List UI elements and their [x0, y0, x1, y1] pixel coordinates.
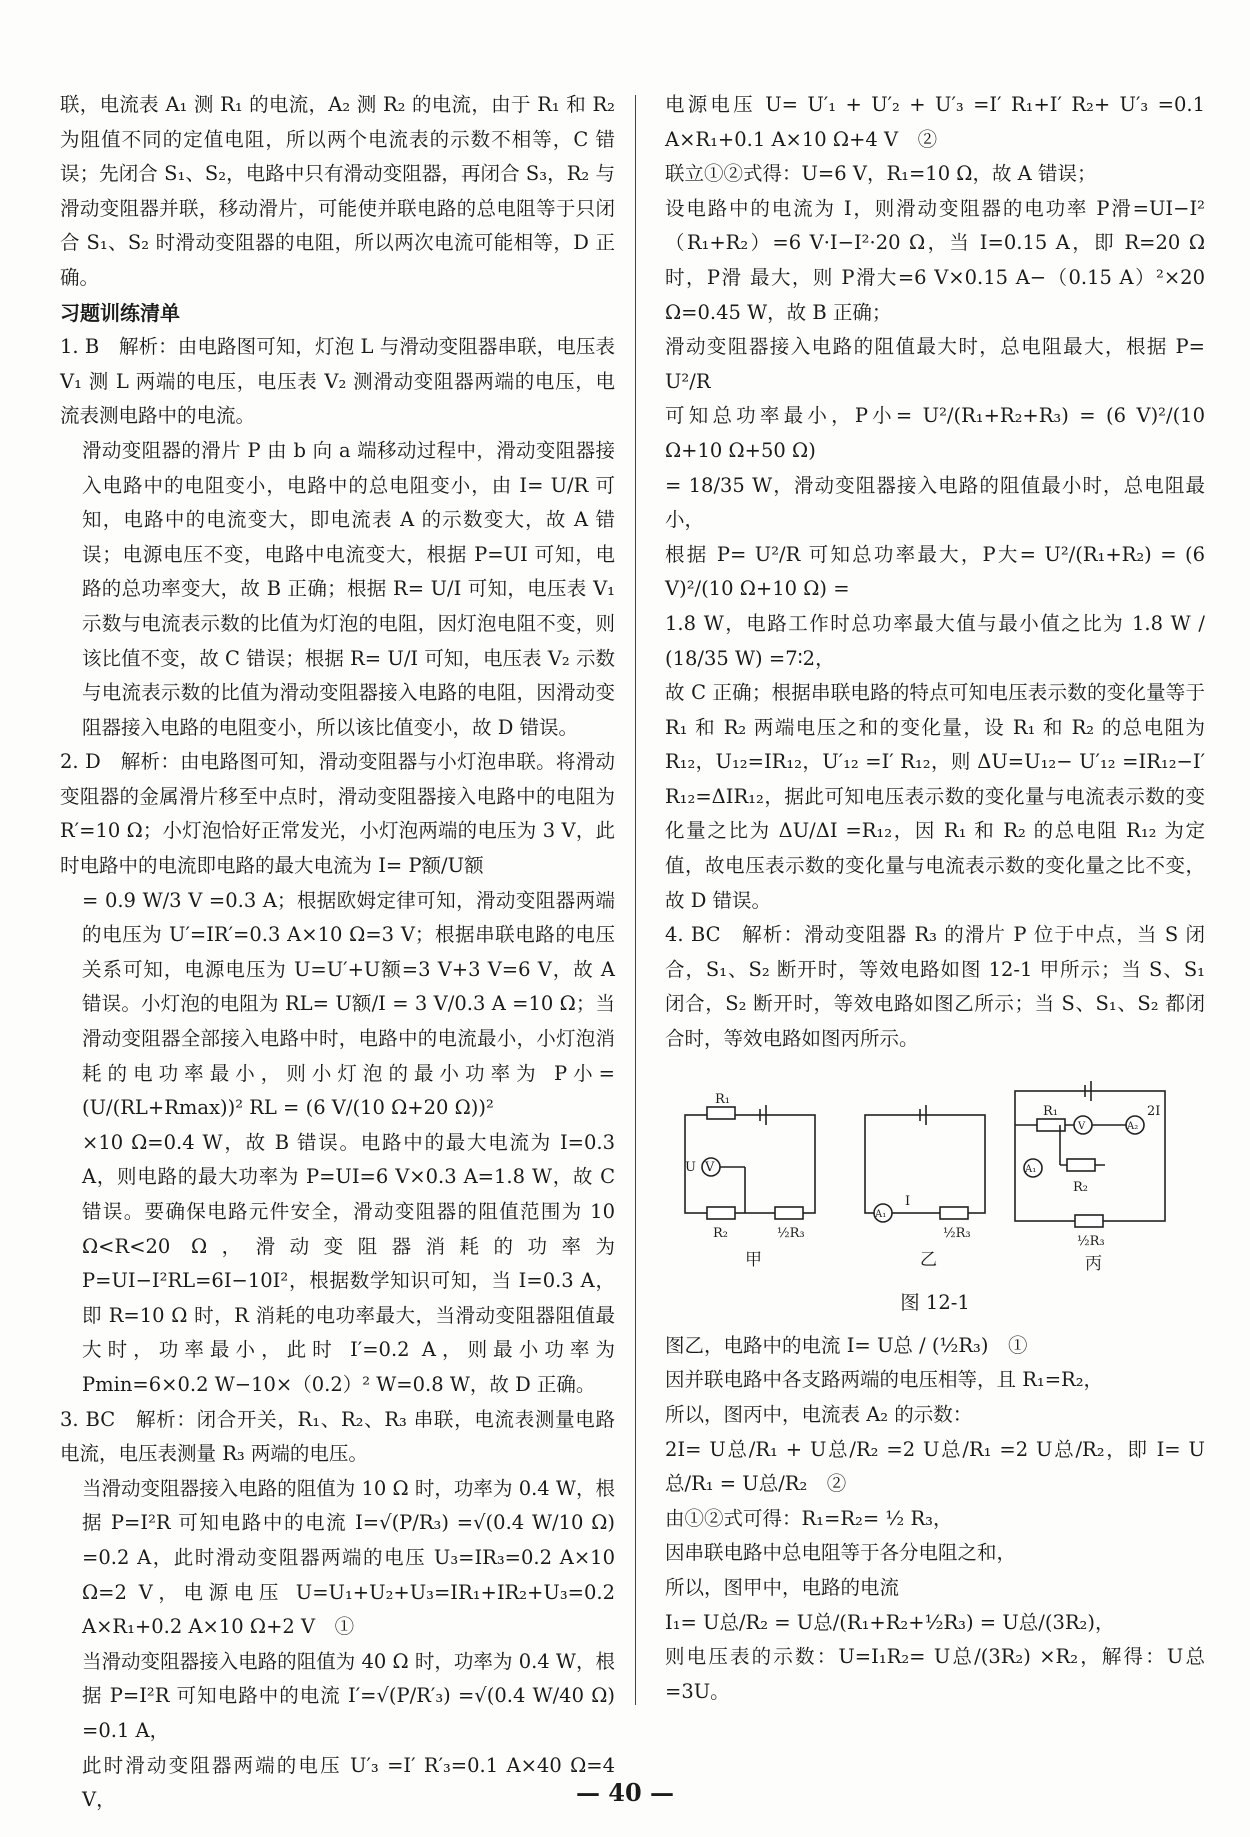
fig-r2-label: R₂ — [713, 1225, 728, 1241]
resistor-r3-jia — [775, 1207, 803, 1219]
fig-i-label: I — [905, 1193, 911, 1209]
circuit-yi-frame — [865, 1115, 985, 1213]
answer-4-cont: 因串联电路中总电阻等于各分电阻之和， — [665, 1541, 1017, 1565]
fig-v-bing-label: V — [1078, 1120, 1086, 1132]
fig-r1-bing-label: R₁ — [1043, 1103, 1058, 1119]
answer-3-cont: 电源电压 U= U′₁ + U′₂ + U′₃ =I′ R₁+I′ R₂+ U′₃ =0.1 A×R₁+0.1 A×10 Ω+4 V ② — [665, 93, 1205, 151]
answer-4-cont: 因并联电路中各支路两端的电压相等，且 R₁=R₂， — [665, 1368, 1104, 1392]
fig-r3-bing-label: ½R₃ — [1077, 1233, 1105, 1249]
resistor-r2-jia — [707, 1207, 735, 1219]
answer-3-cont: 联立①②式得：U=6 V，R₁=10 Ω，故 A 错误； — [665, 162, 1097, 186]
answer-3-cont: 滑动变阻器接入电路的阻值最大时，总电阻最大，根据 P= U²/R — [665, 335, 1205, 393]
left-column — [60, 88, 615, 1818]
answer-3-cont: = 18/35 W，滑动变阻器接入电路的阻值最小时，总电阻最小， — [665, 473, 1205, 532]
answer-3-body-3: 此时滑动变阻器两端的电压 U′₃ =I′ R′₃=0.1 A×40 Ω=4 V， — [82, 1753, 615, 1812]
paragraph: 联，电流表 A₁ 测 R₁ 的电流，A₂ 测 R₂ 的电流，由于 R₁ 和 R₂ 为阻值不同的定值电阻，所以两个电流表的示数不相等，C 错误；先闭合 S₁、S₂，电路中只有滑动变阻器，再闭合 S₃，R₂ 与滑动变阻器并联，移动滑片，可能使并联电路的总电阻等于只闭合 S₁、S₂ 时滑动变阻器的电阻，所以两次电流可能相等，D 正确。 — [60, 93, 615, 289]
fig-bing-label: 丙 — [1085, 1253, 1102, 1274]
fig-2i-label: 2I — [1147, 1103, 1161, 1119]
answer-4-cont: 由①②式可得：R₁=R₂= ½ R₃， — [665, 1506, 953, 1530]
fig-yi-label: 乙 — [920, 1249, 937, 1270]
fig-r3-label: ½R₃ — [777, 1225, 805, 1241]
answer-3-cont: 设电路中的电流为 I，则滑动变阻器的电功率 P滑=UI−I²（R₁+R₂）=6 V·I−I²·20 Ω，当 I=0.15 A，即 R=20 Ω 时，P滑 最大，则 P滑大=6 V×0.15 A−（0.15 A）²×20 Ω=0.45 W，故 B 正确； — [665, 196, 1205, 324]
answer-3-cont: 故 C 正确；根据串联电路的特点可知电压表示数的变化量等于 R₁ 和 R₂ 两端电压之和的变化量，设 R₁ 和 R₂ 的总电阻为 R₁₂，U₁₂=IR₁₂，U′₁₂ =I′ R₁₂，则 ΔU=U₁₂− U′₁₂ =IR₁₂−I′ R₁₂=ΔIR₁₂，据此可知电压表示数的变化量与电流表示数的变化量之比为 ΔU/ΔI =R₁₂，因 R₁ 和 R₂ 的总电阻 R₁₂ 为定值，故电压表示数的变化量与电流表示数的变化量之比不变，故 D 错误。 — [665, 681, 1205, 912]
fig-r2-bing-label: R₂ — [1073, 1179, 1088, 1195]
answer-3-intro: 3. BC 解析：闭合开关，R₁、R₂、R₃ 串联，电流表测量电路电流，电压表测量 R₃ 两端的电压。 — [60, 1407, 615, 1466]
page-number: — 40 — — [575, 1778, 675, 1807]
answer-3-body: 当滑动变阻器接入电路的阻值为 10 Ω 时，功率为 0.4 W，根据 P=I²R 可知电路中的电流 I=√(P/R₃) =√(0.4 W/10 Ω) =0.2 A，此时滑动变阻器两端的电压 U₃=IR₃=0.2 A×10 Ω=2 V，电源电压 U=U₁+U₂+U₃=IR₁+IR₂+U₃=0.2 A×R₁+0.2 A×10 Ω+2 V ① — [82, 1476, 615, 1639]
fig-r1-label: R₁ — [715, 1091, 730, 1107]
answer-4-cont: 所以，图甲中，电路的电流 — [665, 1575, 900, 1599]
resistor-r3-bing — [1075, 1215, 1103, 1227]
resistor-r1-bing — [1037, 1119, 1065, 1131]
fig-u-label: U — [685, 1159, 696, 1175]
circuit-figure — [665, 1075, 1205, 1321]
answer-1-intro: 1. B 解析：由电路图可知，灯泡 L 与滑动变阻器串联，电压表 V₁ 测 L 两端的电压，电压表 V₂ 测滑动变阻器两端的电压，电流表测电路中的电流。 — [60, 335, 615, 428]
fig-a2-label: A₂ — [1127, 1120, 1139, 1132]
answer-2-body: = 0.9 W/3 V =0.3 A；根据欧姆定律可知，滑动变阻器两端的电压为 U′=IR′=0.3 A×10 Ω=3 V；根据串联电路的电压关系可知，电源电压为 U=U′+U额=3 V+3 V=6 V，故 A 错误。小灯泡的电阻为 RL= U额/I = 3 V/0.3 A =10 Ω；当滑动变阻器全部接入电路中时，电路中的电流最小，小灯泡消耗的电功率最小，则小灯泡的最小功率为 P小=(U/(RL+Rmax))² RL = (6 V/(10 Ω+20 Ω))² — [82, 888, 615, 1120]
circuit-diagrams — [665, 1075, 1185, 1275]
answer-4-cont: 2I= U总/R₁ + U总/R₂ =2 U总/R₁ =2 U总/R₂，即 I= U总/R₁ = U总/R₂ ② — [665, 1437, 1205, 1496]
answer-4-cont: 所以，图丙中，电流表 A₂ 的示数： — [665, 1403, 973, 1426]
answer-2-intro: 2. D 解析：由电路图可知，滑动变阻器与小灯泡串联。将滑动变阻器的金属滑片移至中点时，滑动变阻器接入电路中的电阻为 R′=10 Ω；小灯泡恰好正常发光，小灯泡两端的电压为 3 V，此时电路中的电流即电路的最大电流为 I= P额/U额 — [60, 750, 615, 878]
answer-4-cont: I₁= U总/R₂ = U总/(R₁+R₂+½R₃) = U总/(3R₂)， — [665, 1610, 1115, 1634]
fig-a1-label: A₁ — [875, 1208, 887, 1220]
circuit-bing-frame — [1015, 1091, 1165, 1221]
fig-r3-yi-label: ½R₃ — [943, 1225, 971, 1241]
answer-1-body: 滑动变阻器的滑片 P 由 b 向 a 端移动过程中，滑动变阻器接入电路中的电阻变小，电路中的总电阻变小，由 I= U/R 可知，电路中的电流变大，即电流表 A 的示数变大，故 A 错误；电源电压不变，电路中电流变大，根据 P=UI 可知，电路的总功率变大，故 B 正确；根据 R= U/I 可知，电压表 V₁ 示数与电流表示数的比值为灯泡的电阻，因灯泡电阻不变，则该比值不变，故 C 错误；根据 R= U/I 可知，电压表 V₂ 示数与电流表示数的比值为滑动变阻器接入电路的电阻，因滑动变阻器接入电路的电阻变小，所以该比值变小，故 D 错误。 — [82, 438, 615, 739]
answer-4-cont: 图乙，电路中的电流 I= U总 / (½R₃) ① — [665, 1333, 1028, 1357]
answer-3-cont: 1.8 W，电路工作时总功率最大值与最小值之比为 1.8 W / (18/35 W) =7∶2， — [665, 611, 1205, 670]
fig-a1-bing-label: A₁ — [1025, 1163, 1037, 1175]
fig-jia-label: 甲 — [745, 1249, 762, 1270]
answer-3-body-2: 当滑动变阻器接入电路的阻值为 40 Ω 时，功率为 0.4 W，根据 P=I²R 可知电路中的电流 I′=√(P/R′₃) =√(0.4 W/40 Ω) =0.1 A， — [82, 1649, 615, 1742]
answer-4-intro: 4. BC 解析：滑动变阻器 R₃ 的滑片 P 位于中点，当 S 闭合，S₁、S₂ 断开时，等效电路如图 12-1 甲所示；当 S、S₁ 闭合，S₂ 断开时，等效电路如图乙所示；当 S、S₁、S₂ 都闭合时，等效电路如图丙所示。 — [665, 923, 1205, 1051]
fig-v-label: V — [705, 1159, 715, 1175]
answer-3-cont: 可知总功率最小，P小= U²/(R₁+R₂+R₃) = (6 V)²/(10 Ω+10 Ω+50 Ω) — [665, 404, 1205, 462]
right-column — [665, 88, 1205, 1709]
answer-2-end: ×10 Ω=0.4 W，故 B 错误。电路中的最大电流为 I=0.3 A，则电路的最大功率为 P=UI=6 V×0.3 A=1.8 W，故 C 错误。要确保电路元件安全，滑动变阻器的阻值范围为 10 Ω<R<20 Ω，滑动变阻器消耗的功率为 P=UI−I²RL=6I−10I²，根据数学知识可知，当 I=0.3 A，即 R=10 Ω 时，R 消耗的电功率最大，当滑动变阻器阻值最大时，功率最小，此时 I′=0.2 A，则最小功率为 Pmin=6×0.2 W−10×（0.2）² W=0.8 W，故 D 正确。 — [82, 1130, 615, 1396]
section-title: 习题训练清单 — [60, 300, 180, 325]
answer-3-cont: 根据 P= U²/R 可知总功率最大，P大= U²/(R₁+R₂) = (6 V)²/(10 Ω+10 Ω) = — [665, 542, 1205, 601]
answer-4-cont: 则电压表的示数：U=I₁R₂= U总/(3R₂) ×R₂，解得：U总=3U。 — [665, 1645, 1205, 1703]
column-divider — [635, 95, 636, 1705]
figure-caption: 图 12-1 — [900, 1291, 970, 1315]
resistor-r3-yi — [940, 1207, 968, 1219]
resistor-r2-bing — [1067, 1159, 1095, 1171]
resistor-r1-jia — [707, 1107, 735, 1119]
